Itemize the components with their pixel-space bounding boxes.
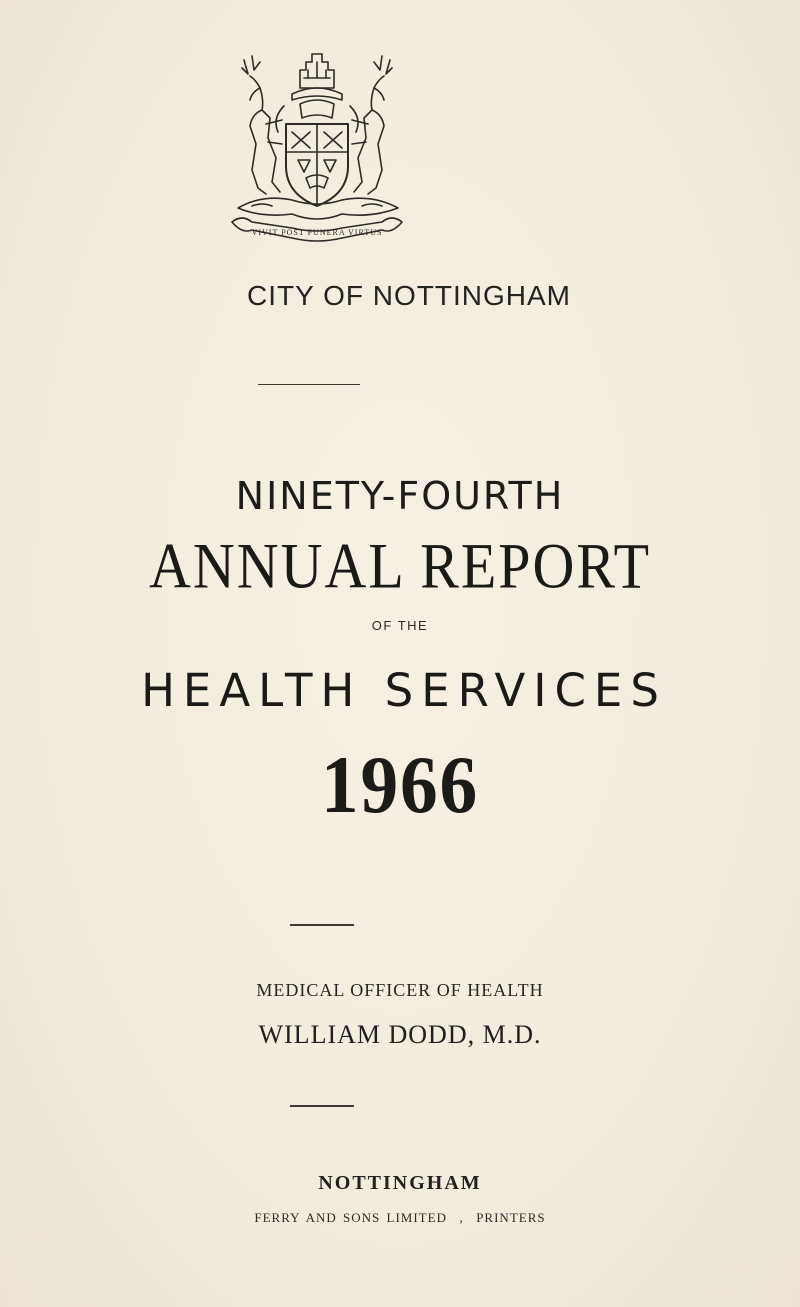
city-name: CITY OF NOTTINGHAM bbox=[247, 280, 571, 311]
divider-rule bbox=[258, 384, 360, 385]
officer-name: WILLIAM DODD, M.D. bbox=[258, 1020, 542, 1049]
divider-rule bbox=[290, 1105, 354, 1107]
report-ordinal: NINETY-FOURTH bbox=[235, 474, 565, 518]
officer-role: MEDICAL OFFICER OF HEALTH bbox=[256, 980, 544, 1000]
crest-motto: VIVIT POST FUNERA VIRTUS bbox=[251, 228, 383, 237]
report-title: ANNUAL REPORT bbox=[148, 529, 652, 602]
coat-of-arms-emblem bbox=[222, 48, 412, 248]
divider-rule bbox=[290, 924, 354, 926]
of-the-text: OF THE bbox=[371, 618, 429, 633]
report-subject: HEALTH SERVICES bbox=[141, 664, 667, 717]
imprint-printer: FERRY AND SONS LIMITED , PRINTERS bbox=[254, 1210, 546, 1225]
imprint-place: NOTTINGHAM bbox=[318, 1172, 482, 1194]
report-year: 1966 bbox=[320, 739, 480, 830]
